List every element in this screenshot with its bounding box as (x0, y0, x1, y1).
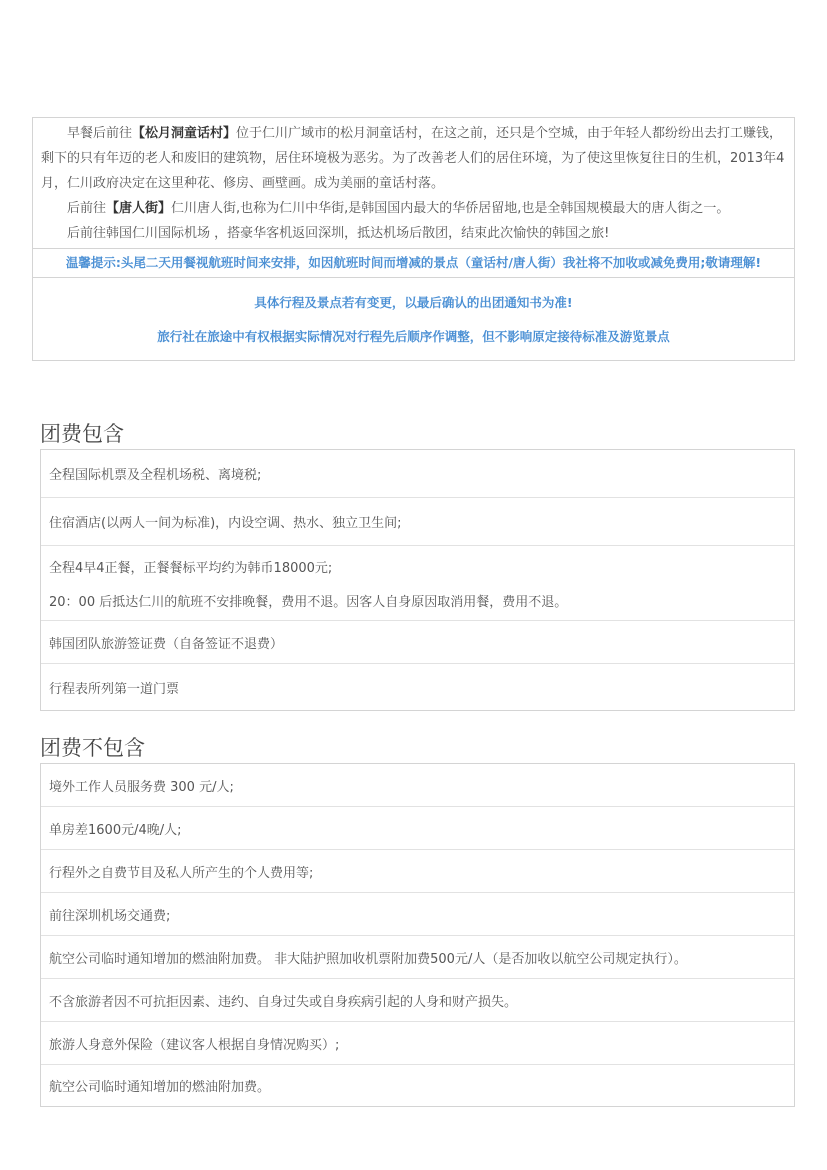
itinerary-paragraph-1 (33, 118, 794, 196)
included-table (40, 449, 795, 711)
list-item: 旅游人身意外保险（建议客人根据自身情况购买）; (41, 1021, 794, 1064)
list-item: 行程表所列第一道门票 (41, 663, 794, 710)
p2-attraction: 【唐人街】 (106, 201, 172, 216)
meals-line: 全程4早4正餐，正餐餐标平均约为韩币18000元; (49, 561, 333, 576)
list-item: 前往深圳机场交通费; (41, 892, 794, 935)
p2-text: 仁川唐人街,也称为仁川中华街,是韩国国内最大的华侨居留地,也是全韩国规模最大的唐人街之一。 (171, 201, 730, 216)
notice-block (33, 277, 794, 360)
p2-prefix: 后前往 (67, 201, 107, 216)
list-item: 行程外之自费节目及私人所产生的个人费用等; (41, 849, 794, 892)
list-item: 全程国际机票及全程机场税、离境税; (49, 468, 262, 483)
notice-adjust: 旅行社在旅途中有权根据实际情况对行程先后顺序作调整，但不影响原定接待标准及游览景点 (157, 329, 670, 344)
list-item: 境外工作人员服务费 300 元/人; (49, 779, 234, 795)
p1-prefix: 早餐后前往 (67, 126, 133, 141)
p3-text: 后前往韩国仁川国际机场 ，搭豪华客机返回深圳，抵达机场后散团，结束此次愉快的韩国之旅! (67, 226, 610, 241)
list-item-meals (41, 545, 794, 620)
p1-attraction: 【松月洞童话村】 (132, 126, 237, 141)
notice-change: 具体行程及景点若有变更，以最后确认的出团通知书为准! (254, 295, 573, 310)
list-item: 韩国团队旅游签证费（自备签证不退费） (41, 620, 794, 663)
list-item: 航空公司临时通知增加的燃油附加费。 (41, 1064, 794, 1106)
reminder-tip: 温馨提示:头尾二天用餐视航班时间来安排，如因航班时间而增减的景点（童话村/唐人街）我社将不加收或减免费用;敬请理解! (33, 248, 794, 277)
excluded-title: 团费不包含 (40, 736, 145, 760)
list-item: 航空公司临时通知增加的燃油附加费。 非大陆护照加收机票附加费500元/人（是否加收以航空公司规定执行）。 (41, 935, 794, 978)
included-title: 团费包含 (40, 422, 124, 446)
list-item: 单房差1600元/4晚/人; (41, 806, 794, 849)
list-item: 不含旅游者因不可抗拒因素、违约、自身过失或自身疾病引起的人身和财产损失。 (41, 978, 794, 1021)
itinerary-box (32, 117, 795, 361)
p1-text: 位于仁川广域市的松月洞童话村，在这之前，还只是个空城，由于年轻人都纷纷出去打工赚钱，剩下的只有年迈的老人和废旧的建筑物，居住环境极为恶劣。为了改善老人们的居住环境，为了使这里恢复往日的生机，2013年4月，仁川政府决定在这里种花、修房、画壁画。成为美丽的童话村落。 (41, 126, 785, 191)
excluded-table (40, 763, 795, 1107)
itinerary-paragraph-2 (33, 196, 794, 221)
dinner-line: 20：00 后抵达仁川的航班不安排晚餐，费用不退。因客人自身原因取消用餐，费用不退。 (49, 595, 568, 610)
list-item: 住宿酒店(以两人一间为标准)，内设空调、热水、独立卫生间; (41, 497, 794, 545)
itinerary-paragraph-3 (33, 221, 794, 248)
